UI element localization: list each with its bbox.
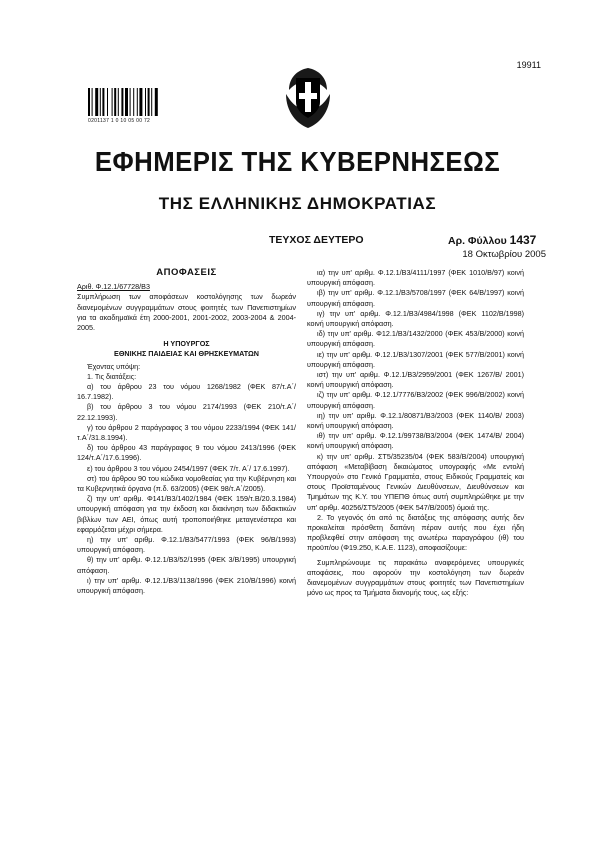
section-heading: ΑΠΟΦΑΣΕΙΣ (156, 267, 217, 278)
paragraph-item: ιε) την υπ' αριθμ. Φ.12.1/Β3/1307/2001 (ΦΕΚ 577/Β/2001) κοινή υπουργική απόφαση. (307, 349, 524, 369)
minister-title: Η ΥΠΟΥΡΓΟΣ (163, 339, 210, 349)
page-number: 19911 (516, 60, 541, 70)
decision-summary: Συμπλήρωση των αποφάσεων κοστολόγησης των δωρεάν διανεμομένων συγγραμμάτων στους φοιτητές των Πανεπιστημίων για τα ακαδημαϊκά έτη 2000-2001, 2001-2002, 2003-2004 & 2004-2005. (77, 292, 296, 333)
paragraph-item: γ) του άρθρου 2 παράγραφος 3 του νόμου 2233/1994 (ΦΕΚ 141/τ.Α΄/31.8.1994). (77, 422, 296, 443)
paragraph-item: ιστ) την υπ' αριθμ. Φ.12.1/Β3/2959/2001 (ΦΕΚ 1267/Β/ 2001) κοινή υπουργική απόφαση. (307, 370, 524, 390)
barcode (88, 88, 180, 116)
paragraph-item: ι) την υπ' αριθμ. Φ.12.1/Β3/1138/1996 (ΦΕΚ 210/Β/1996) κοινή υπουργική απόφαση. (77, 575, 296, 596)
decision-number: Αριθ. Φ.12.1/67728/Β3 (77, 282, 150, 292)
paragraph-item: κ) την υπ' αριθμ. ΣΤ5/35235/04 (ΦΕΚ 583/Β/2004) υπουργική απόφαση «Μεταβίβαση δικαιώματος υπογραφής «Με εντολή Υπουργού» στο Γενικό Γραμματέα, στους Ειδικούς Γραμματείς και στους Προϊσταμένους Γενικών Διευθύνσεων, Διευθύνσεων και Τμημάτων της Κ.Υ. του ΥΠΕΠΘ όπως αυτή συμπληρώθηκε με την υπ' αριθμ. 40256/ΣΤ5/2005 (ΦΕΚ 547/Β/2005) όμοιά της. (307, 451, 524, 512)
paragraph-item: α) του άρθρου 23 του νόμου 1268/1982 (ΦΕΚ 87/τ.Α΄/ 16.7.1982). (77, 382, 296, 402)
paragraph-item: ια) την υπ' αριθμ. Φ.12.1/Β3/4111/1997 (ΦΕΚ 1010/Β/97) κοινή υπουργική απόφαση. (307, 268, 524, 288)
sheet-label: Αρ. Φύλλου (448, 235, 507, 247)
paragraph-item: ιθ) την υπ' αριθμ. Φ.12.1/99738/Β3/2004 (ΦΕΚ 1474/Β/ 2004) κοινή υπουργική απόφαση. (307, 431, 524, 451)
sheet-number-value: 1437 (509, 233, 537, 247)
paragraph-item: ιδ) την υπ' αριθμ. Φ12.1/Β3/1432/2000 (ΦΕΚ 453/Β/2000) κοινή υπουργική απόφαση. (307, 329, 524, 349)
sheet-number (448, 233, 536, 247)
paragraph-item: στ) του άρθρου 90 του κώδικα νομοθεσίας για την Κυβέρνηση και τα Κυβερνητικά όργανα (π.δ. 63/2005) (ΦΕΚ 98/τ.Α΄/2005). (77, 473, 296, 494)
paragraph-item: ιζ) την υπ' αριθμ. Φ.12.1/7776/Β3/2002 (ΦΕΚ 996/Β/2002) κοινή υπουργική απόφαση. (307, 390, 524, 410)
right-paragraphs (307, 268, 524, 554)
issue-date: 18 Οκτωβρίου 2005 (462, 249, 546, 260)
right-column (307, 268, 524, 599)
coat-of-arms-icon (283, 64, 333, 130)
paragraph-item: ζ) την υπ' αριθμ. Φ141/Β3/1402/1984 (ΦΕΚ 159/τ.Β/20.3.1984) υπουργική απόφαση για την έκδοση και διακίνηση των διδακτικών βιβλίων των ΑΕΙ, όπως αυτή τροποποιήθηκε μεταγενέστερα και εφαρμόζεται μέχρι σήμερα. (77, 494, 296, 534)
paragraph-item: ιγ) την υπ' αριθμ. Φ.12.1/Β3/4984/1998 (ΦΕΚ 1102/Β/1998) κοινή υπουργική απόφαση. (307, 308, 524, 329)
left-column (77, 268, 296, 596)
paragraph-item: δ) του άρθρου 43 παράγραφος 9 του νόμου 2413/1996 (ΦΕΚ 124/τ.Α΄/17.6.1996). (77, 443, 296, 463)
final-paragraph: Συμπληρώνουμε τις παρακάτω αναφερόμενες υπουργικές αποφάσεις, που αφορούν την κοστολόγηση των δωρεάν διανεμομένων συγγραμμάτων στους φοιτητές των Πανεπιστημίων μόνο ως προς τα Τμήματα διανομής τους, ως εξής: (307, 557, 524, 598)
ministry-name: ΕΘΝΙΚΗΣ ΠΑΙΔΕΙΑΣ ΚΑΙ ΘΡΗΣΚΕΥΜΑΤΩΝ (114, 349, 259, 359)
left-paragraphs (77, 362, 296, 597)
paragraph-item: ιη) την υπ' αριθμ. Φ.12.1/80871/Β3/2003 (ΦΕΚ 1140/Β/ 2003) κοινή υπουργική απόφαση. (307, 410, 524, 431)
issue-label: ΤΕΥΧΟΣ ΔΕΥΤΕΡΟ (269, 234, 364, 246)
paragraph-item: ιβ) την υπ' αριθμ. Φ.12.1/Β3/5708/1997 (ΦΕΚ 64/Β/1997) κοινή υπουργική απόφαση. (307, 288, 524, 308)
paragraph-item: 1. Τις διατάξεις: (87, 371, 137, 381)
paragraph-item: ε) του άρθρου 3 του νόμου 2454/1997 (ΦΕΚ 7/τ. Α΄/ 17.6.1997). (87, 463, 290, 473)
gazette-subtitle: ΤΗΣ ΕΛΛΗΝΙΚΗΣ ΔΗΜΟΚΡΑΤΙΑΣ (158, 194, 437, 213)
barcode-number: 0201137 1 0 10 05 00 72 (88, 118, 151, 124)
gazette-title: ΕΦΗΜΕΡΙΣ ΤΗΣ ΚΥΒΕΡΝΗΣΕΩΣ (94, 146, 501, 177)
paragraph-item: 2. Το γεγονός ότι από τις διατάξεις της απόφασης αυτής δεν προκαλείται πρόσθετη δαπάνη πέραν αυτής που έχει ήδη προβλεφθεί στην απόφαση της ανωτέρω παραγράφου (ιθ) του προϋπ/ου (Φ19.250, Κ.Α.Ε. 1123), αποφασίζουμε: (307, 512, 524, 553)
paragraph-item: η) την υπ' αριθμ. Φ.12.1/Β3/5477/1993 (ΦΕΚ 96/Β/1993) υπουργική απόφαση. (77, 535, 296, 555)
paragraph-item: β) του άρθρου 3 του νόμου 2174/1993 (ΦΕΚ 210/τ.Α΄/ 22.12.1993). (77, 402, 296, 422)
paragraph-item: θ) την υπ' αριθμ. Φ.12.1/Β3/52/1995 (ΦΕΚ 3/Β/1995) υπουργική απόφαση. (77, 555, 296, 575)
paragraph-item: Έχοντας υπόψη: (87, 361, 141, 371)
